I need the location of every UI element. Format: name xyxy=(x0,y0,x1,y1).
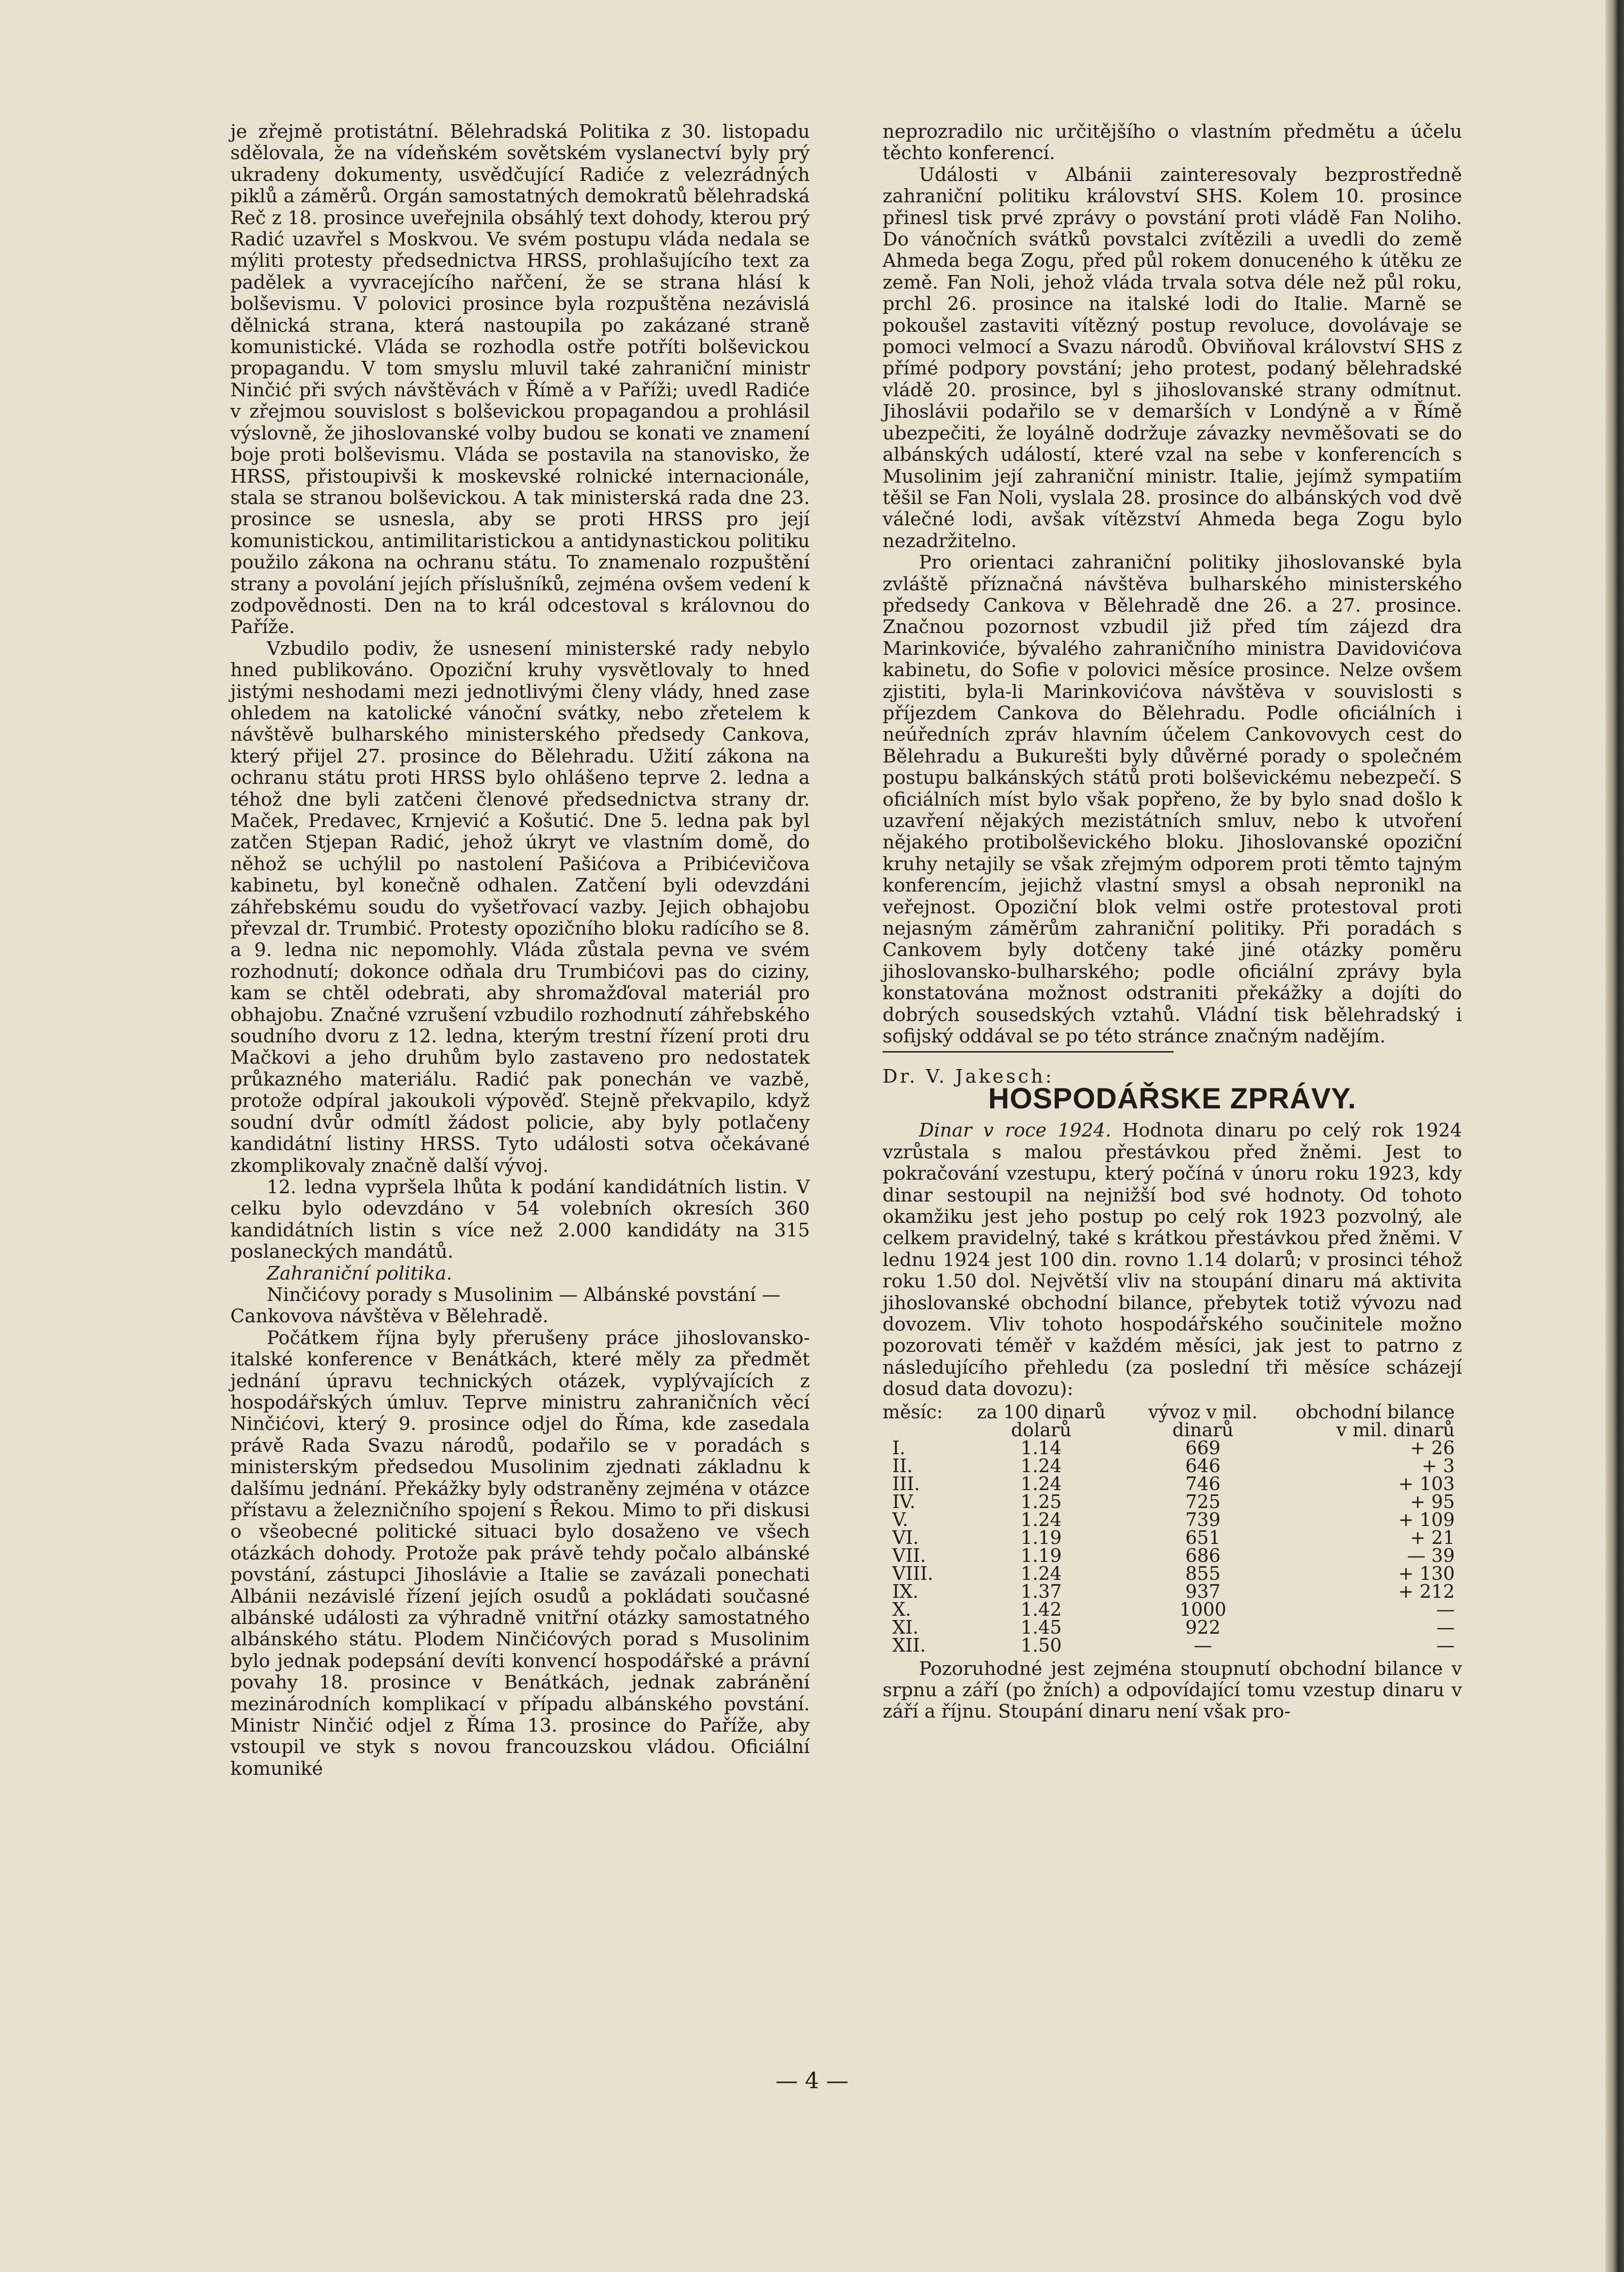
balance-cell: — xyxy=(1436,1634,1455,1656)
right-paragraph-1: neprozradilo nic určitějšího o vlastním předmětu a účelu těchto konferencí. xyxy=(883,121,1462,164)
balance-cell: + 212 xyxy=(1398,1580,1455,1602)
rate-cell: 1.45 xyxy=(1020,1616,1062,1638)
balance-cell: + 21 xyxy=(1410,1526,1455,1548)
left-column xyxy=(230,121,810,1780)
header-balance: obchodní bilance v mil. dinarů xyxy=(1295,1401,1455,1441)
right-paragraph-2: Události v Albánii zainteresovaly bezprostředně zahraniční politiku království SHS. Kolem 10. prosince přinesl tisk prvé zprávy o povstání proti vládě Fan Noliho. Do vánočních svátků povstalci zvítězili a uvedli do země Ahmeda bega Zogu, před půl rokem donuceného k útěku ze země. Fan Noli, jehož vláda trvala sotva déle než půl roku, prchl 26. prosince na italské lodi do Italie. Marně se pokoušel zastaviti vítězný postup revoluce, dovolávaje se pomoci velmocí a Svazu národů. Obviňoval království SHS z přímé podpory povstání; jeho protest, podaný bělehradské vládě 20. prosince, byl s jihoslovanské strany odmítnut. Jihoslávii podařilo se v demarších v Londýně a v Římě ubezpečiti, že loyálně dodržuje závazky nevměšovati se do albánských událostí, které vzal na sebe v konferencích s Musolinim její zahraniční ministr. Italie, jejímž sympatiím těšil se Fan Noli, vyslala 28. prosince do albánských vod dvě válečné lodi, avšak vítězství Ahmeda bega Zogu bylo nezadržitelno. xyxy=(883,163,1462,552)
section-subtitle xyxy=(230,1284,810,1328)
header-rate: za 100 dinarů dolarů xyxy=(977,1401,1106,1441)
balance-cell: + 95 xyxy=(1410,1491,1455,1512)
export-cell: 651 xyxy=(1185,1526,1221,1548)
rate-cell: 1.24 xyxy=(1020,1473,1062,1494)
month-cell: XII. xyxy=(892,1634,926,1656)
export-cell: 725 xyxy=(1185,1491,1221,1512)
section-divider xyxy=(883,1051,1174,1053)
balance-cell: + 26 xyxy=(1410,1437,1455,1459)
table-row xyxy=(883,1547,1462,1565)
export-cell: 855 xyxy=(1185,1562,1221,1584)
export-cell: 937 xyxy=(1185,1580,1221,1602)
month-cell: VII. xyxy=(892,1544,926,1566)
rate-cell: 1.25 xyxy=(1020,1491,1062,1512)
balance-cell: — xyxy=(1436,1616,1455,1638)
dinar-paragraph xyxy=(883,1120,1462,1400)
page-number: — 4 — xyxy=(775,2067,849,2093)
left-paragraph-4: Počátkem října byly přerušeny práce jihoslovansko-italské konference v Benátkách, které měly za předmět jednání úpravu technických otázek, vyplývajících z hospodářských úmluv. Teprve ministru zahraničních věcí Ninčićovi, který 9. prosince odjel do Říma, kde zasedala právě Rada Svazu národů, podařilo se v poradách s ministerským předsedou Musolinim zjednati základnu k dalšímu jednání. Překážky byly odstraněny zejména v otázce přístavu a železničního spojení s Řekou. Mimo to při diskusi o všeobecné politické situaci bylo dosaženo ve všech otázkách dohody. Protože pak právě tehdy počalo albánské povstání, zástupci Jihoslávie a Italie se zavázali ponechati Albánii nezávislé řízení jejích osudů a pokládati současné albánské události za výhradně vnitřní otázky samostatného albánského státu. Plodem Ninčićových porad s Musolinim bylo jednak podepsání devíti konvencí hospodářské a právní povahy 18. prosince v Benátkách, jednak zabránění mezinárodních komplikací v případu albánského povstání. Ministr Ninčić odjel z Říma 13. prosince do Paříže, aby vstoupil ve styk s novou francouzskou vládou. Oficiální komuniké xyxy=(230,1327,810,1780)
month-cell: XI. xyxy=(892,1616,919,1638)
rate-cell: 1.50 xyxy=(1020,1634,1062,1656)
export-cell: — xyxy=(1193,1634,1212,1656)
table-row xyxy=(883,1475,1462,1493)
table-header-row xyxy=(883,1403,1462,1439)
month-cell: II. xyxy=(892,1455,913,1477)
table-row xyxy=(883,1493,1462,1511)
section-subtitle-line-1: Ninčićovy porady s Musolinim — Albánské povstání — xyxy=(267,1283,781,1306)
table-row xyxy=(883,1511,1462,1529)
balance-cell: + 103 xyxy=(1398,1473,1455,1494)
header-month: měsíc: xyxy=(883,1401,943,1423)
export-cell: 746 xyxy=(1185,1473,1221,1494)
header-export: vývoz v mil. dinarů xyxy=(1148,1401,1258,1441)
export-cell: 739 xyxy=(1185,1509,1221,1530)
left-paragraph-2: Vzbudilo podiv, že usnesení ministerské rady nebylo hned publikováno. Opoziční kruhy vysvětlovaly to hned jistými neshodami mezi jednotlivými členy vlády, hned zase ohledem na katolické vánoční svátky, nebo zřetelem k návštěvě bulharského ministerského předsedy Cankova, který přijel 27. prosince do Bělehradu. Užití zákona na ochranu státu proti HRSS bylo ohlášeno teprve 2. ledna a téhož dne byli zatčeni členové předsednictva strany dr. Maček, Predavec, Krnjević a Košutić. Dne 5. ledna pak byl zatčen Stjepan Radić, jehož úkryt ve vlastním domě, do něhož se uchýlil po nastolení Pašićova a Pribićevičova kabinetu, byl konečně odhalen. Zatčení byli odevzdáni záhřebskému soudu do vyšetřovací vazby. Jejich obhajobu převzal dr. Trumbić. Protesty opozičního bloku radícího se 8. a 9. ledna nic nepomohly. Vláda zůstala pevna ve svém rozhodnutí; dokonce odňala dru Trumbićovi pas do ciziny, kam se chtěl odebrati, aby shromažďoval materiál pro obhajobu. Značné vzrušení vzbudilo rozhodnutí záhřebského soudního dvoru z 12. ledna, kterým trestní řízení proti dru Mačkovi a jeho druhům bylo zastaveno pro nedostatek průkazného materiálu. Radić pak ponechán ve vazbě, protože odpíral jakoukoli výpověď. Stejně překvapilo, když soudní dvůr odmítl žádost policie, aby byly potlačeny kandidátní listiny HRSS. Tyto události sotva očekávané zkomplikovaly značně další vývoj. xyxy=(230,637,810,1177)
page-edge xyxy=(1606,0,1624,2272)
month-cell: X. xyxy=(892,1598,912,1620)
table-row xyxy=(883,1601,1462,1619)
month-cell: VI. xyxy=(892,1526,919,1548)
left-paragraph-1: je zřejmě protistátní. Bělehradská Politika z 30. listopadu sdělovala, že na vídeňském sovětském vyslanectví byly prý ukradeny dokumenty, usvědčující Radiće z velezrádných piklů a záměrů. Orgán samostatných demokratů bělehradská Reč z 18. prosince uveřejnila obsáhlý text dohody, kterou prý Radić uzavřel s Moskvou. Ve svém postupu vláda nedala se mýliti protesty předsednictva HRSS, prohlašujícího text za padělek a vyvracejícího nařčení, že se strana hlásí k bolševismu. V polovici prosince byla rozpuštěna nezávislá dělnická strana, která nastoupila po zakázané straně komunistické. Vláda se rozhodla ostře potříti bolševickou propagandu. V tom smyslu mluvil také zahraniční ministr Ninčić při svých návštěvách v Římě a v Paříži; uvedl Radiće v zřejmou souvislost s bolševickou propagandou a prohlásil výslovně, že jihoslovanské volby budou se konati ve znamení boje proti bolševismu. Vláda se postavila na stanovisko, že HRSS, přistoupivši k moskevské rolnické internacionále, stala se stranou bolševickou. A tak ministerská rada dne 23. prosince se usnesla, aby se proti HRSS pro její komunistickou, antimilitaristickou a antidynastickou politiku použilo zákona na ochranu státu. To znamenalo rozpuštění strany a povolání jejích příslušníků, zejména ovšem vedení k zodpovědnosti. Den na to král odcestoval s královnou do Paříže. xyxy=(230,121,810,638)
right-paragraph-3: Pro orientaci zahraniční politiky jihoslovanské byla zvláště příznačná návštěva bulharského ministerského předsedy Cankova v Bělehradě dne 26. a 27. prosince. Značnou pozornost vzbudil již před tím zájezd dra Marinkoviće, bývalého zahraničního ministra Davidovićova kabinetu, do Sofie v polovici měsíce prosince. Nelze ovšem zjistiti, byla-li Marinkovićova návštěva v souvislosti s příjezdem Cankova do Bělehradu. Podle oficiálních i neúředních zpráv hlavním účelem Cankovovych cest do Bělehradu a Bukurešti byly důvěrné porady o společném postupu balkánských států proti bolševickému nebezpečí. S oficiálních míst bylo však popřeno, že by bylo snad došlo k uzavření nějakých mezistátních smluv, nebo k utvoření nějakého protibolševického bloku. Jihoslovanské opoziční kruhy netajily se však zřejmým odporem proti těmto tajným konferencím, jejichž vlastní smysl a obsah nepronikl na veřejnost. Opoziční blok velmi ostře protestoval proti nejasným záměrům zahraniční politiky. Při poradách s Cankovem byly dotčeny také jiné otázky poměru jihoslovansko-bulharského; podle oficiální zprávy byla konstatována možnost odstraniti překážky a dojíti do dobrých sousedských vztahů. Vládní tisk bělehradský i sofijský oddával se po této stránce značným nadějím. xyxy=(883,552,1462,1048)
table-row xyxy=(883,1529,1462,1547)
table-row xyxy=(883,1619,1462,1637)
export-cell: 646 xyxy=(1185,1455,1221,1477)
month-cell: III. xyxy=(892,1473,920,1494)
month-cell: IX. xyxy=(892,1580,919,1602)
dinar-text: Hodnota dinaru po celý rok 1924 vzrůstala s malou přestávkou před žněmi. Jest to pokračování vzestupu, který počíná v únoru roku 1923, kdy dinar sestoupil na nejnižší bod své hodnoty. Od tohoto okamžiku jest jeho postup po celý rok 1923 pozvolný, ale celkem pravidelný, také s krátkou přestávkou před žněmi. V lednu 1924 jest 100 din. rovno 1.14 dolarů; v prosinci téhož roku 1.50 dol. Největší vliv na stoupání dinaru má aktivita jihoslovanské obchodní bilance, přebytek totiž vývozu nad dovozem. Vliv tohoto hospodářského součinitele možno pozorovati téměř v každém měsíci, jak jest to patrno z následujícího přehledu (za poslední tři měsíce scházejí dosud data dovozu): xyxy=(883,1120,1462,1400)
rate-cell: 1.42 xyxy=(1020,1598,1062,1620)
section-title-foreign-policy: Zahraniční politika. xyxy=(267,1262,452,1284)
table-row xyxy=(883,1457,1462,1475)
balance-cell: + 3 xyxy=(1421,1455,1455,1477)
left-paragraph-3: 12. ledna vypršela lhůta k podání kandidátních listin. V celku bylo odevzdáno v 54 volebních okresích 360 kandidátních listin s více než 2.000 kandidáty na 315 poslaneckých mandátů. xyxy=(230,1176,810,1263)
rate-cell: 1.19 xyxy=(1020,1544,1062,1566)
export-cell: 1000 xyxy=(1179,1598,1226,1620)
right-column xyxy=(883,121,1462,1723)
month-cell: V. xyxy=(892,1509,908,1530)
rate-cell: 1.19 xyxy=(1020,1526,1062,1548)
rate-cell: 1.24 xyxy=(1020,1562,1062,1584)
month-cell: I. xyxy=(892,1437,906,1459)
closing-paragraph: Pozoruhodné jest zejména stoupnutí obchodní bilance v srpnu a září (po žních) a odpovídající tomu vzestup dinaru v září a říjnu. Stoupání dinaru není však pro- xyxy=(883,1657,1462,1723)
table-row xyxy=(883,1583,1462,1601)
dinar-table xyxy=(883,1403,1462,1655)
table-row xyxy=(883,1439,1462,1457)
balance-cell: + 109 xyxy=(1398,1509,1455,1530)
balance-cell: + 130 xyxy=(1398,1562,1455,1584)
economic-news-heading: HOSPODÁŘSKE ZPRÁVY. xyxy=(988,1082,1357,1115)
export-cell: 686 xyxy=(1185,1544,1221,1566)
export-cell: 922 xyxy=(1185,1616,1221,1638)
table-row xyxy=(883,1565,1462,1583)
month-cell: IV. xyxy=(892,1491,916,1512)
export-cell: 669 xyxy=(1185,1437,1221,1459)
rate-cell: 1.37 xyxy=(1020,1580,1062,1602)
author-line: Dr. V. Jakesch: xyxy=(883,1066,1054,1088)
month-cell: VIII. xyxy=(892,1562,933,1584)
rate-cell: 1.24 xyxy=(1020,1509,1062,1530)
rate-cell: 1.14 xyxy=(1020,1437,1062,1459)
section-subtitle-line-2: Cankovova návštěva v Bělehradě. xyxy=(230,1305,549,1328)
table-body xyxy=(883,1439,1462,1655)
rate-cell: 1.24 xyxy=(1020,1455,1062,1477)
dinar-lead: Dinar v roce 1924. xyxy=(919,1120,1111,1142)
balance-cell: — 39 xyxy=(1407,1544,1455,1566)
balance-cell: — xyxy=(1436,1598,1455,1620)
table-row xyxy=(883,1637,1462,1655)
